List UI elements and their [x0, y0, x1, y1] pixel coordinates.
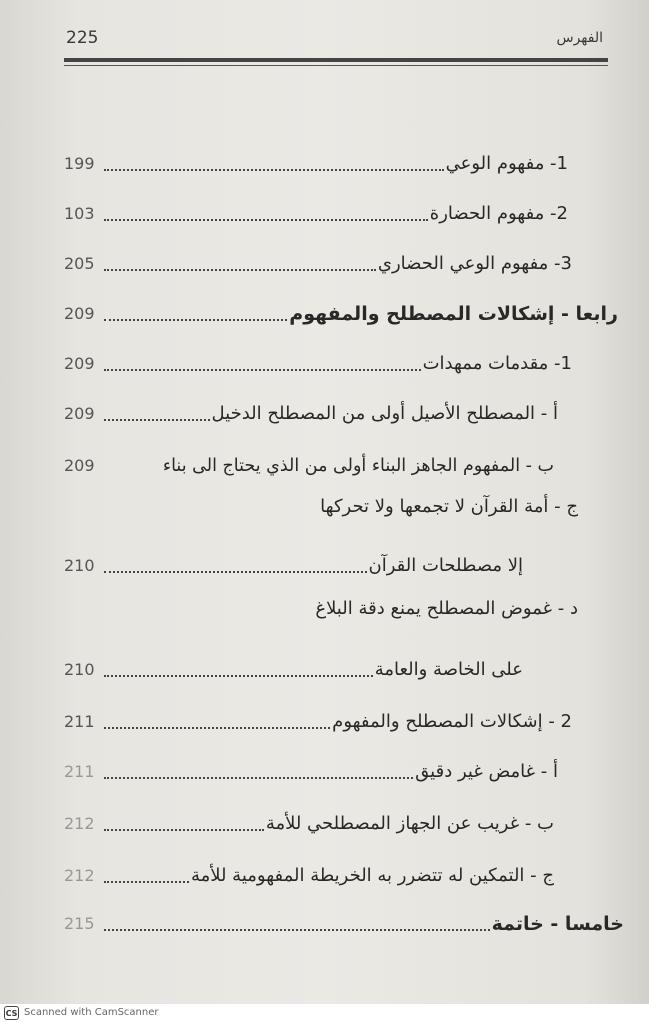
toc-entry-page: 210 [64, 556, 95, 575]
toc-entry-page: 212 [64, 866, 95, 885]
toc-entry-text: ب - غريب عن الجهاز المصطلحي للأمة [265, 813, 554, 834]
toc-entry-page: 209 [64, 404, 95, 423]
toc-entry-text: ج - التمكين له تتضرر به الخريطة المفهومية للأمة [190, 865, 554, 886]
toc-leader-dots [104, 419, 210, 421]
toc-entry [64, 646, 523, 684]
toc-entry-text: 1- مقدمات ممهدات [422, 353, 572, 374]
toc-leader-dots [104, 169, 444, 171]
toc-entry-page: 211 [64, 712, 95, 731]
toc-leader-dots [104, 929, 490, 931]
toc-leader-dots [104, 369, 421, 371]
header-rule-thick [64, 58, 608, 62]
toc-entry [64, 748, 558, 786]
toc-entry-page: 205 [64, 254, 95, 273]
toc-entry-text: 2- مفهوم الحضارة [429, 203, 568, 224]
toc-entry-text: خامسا - خاتمة [491, 913, 624, 935]
toc-entry-text: رابعا - إشكالات المصطلح والمفهوم [289, 303, 618, 325]
toc-entry-text: أ - المصطلح الأصيل أولى من المصطلح الدخيل [211, 403, 558, 424]
toc-entry-text: 2 - إشكالات المصطلح والمفهوم [332, 711, 572, 732]
toc-entry-text: 3- مفهوم الوعي الحضاري [377, 253, 572, 274]
toc-leader-dots [104, 727, 330, 729]
toc-entry [64, 190, 568, 228]
toc-leader-dots [104, 219, 428, 221]
toc-entry-text: ب - المفهوم الجاهز البناء أولى من الذي يحتاج الى بناء [162, 456, 554, 476]
toc-entry [64, 542, 523, 580]
scanner-watermark-text: Scanned with CamScanner [24, 1007, 159, 1018]
toc-entry [64, 442, 554, 480]
toc-entry [64, 340, 572, 378]
camscanner-logo-icon: CS [4, 1006, 19, 1020]
toc-section-entry [64, 290, 618, 328]
toc-leader-dots [104, 269, 376, 271]
toc-entry-text: على الخاصة والعامة [374, 659, 523, 680]
toc-entry-text: إلا مصطلحات القرآن [368, 555, 523, 576]
toc-entry-page: 103 [64, 204, 95, 223]
toc-entry-page: 199 [64, 154, 95, 173]
toc-leader-dots [104, 319, 287, 321]
toc-entry-page: 210 [64, 660, 95, 679]
scanner-footer [0, 1004, 649, 1024]
toc-entry-page: 212 [64, 814, 95, 833]
running-header-title: الفهرس [556, 30, 603, 46]
toc-entry-page: 209 [64, 456, 95, 475]
toc-leader-dots [104, 881, 189, 883]
toc-entry-text-line: د - غموض المصطلح يمنع دقة البلاغ [315, 598, 578, 619]
toc-entry-page: 215 [64, 914, 95, 933]
page-number: 225 [66, 28, 99, 48]
toc-leader-dots [104, 675, 373, 677]
toc-entry [64, 852, 554, 890]
toc-entry-text: 1- مفهوم الوعي [445, 153, 568, 174]
header-rule-thin [64, 65, 608, 66]
toc-entry [64, 240, 572, 278]
toc-entry [64, 698, 572, 736]
toc-entry-page: 209 [64, 304, 95, 323]
toc-leader-dots [104, 829, 264, 831]
toc-section-entry [64, 900, 624, 938]
toc-leader-dots [104, 571, 367, 573]
toc-entry-text: أ - غامض غير دقيق [415, 761, 558, 782]
toc-entry [64, 390, 558, 428]
toc-entry-page: 209 [64, 354, 95, 373]
toc-entry [64, 140, 568, 178]
toc-entry [64, 800, 554, 838]
toc-entry-text-line: ج - أمة القرآن لا تجمعها ولا تحركها [320, 496, 578, 517]
toc-leader-dots [104, 777, 413, 779]
toc-entry-page: 211 [64, 762, 95, 781]
